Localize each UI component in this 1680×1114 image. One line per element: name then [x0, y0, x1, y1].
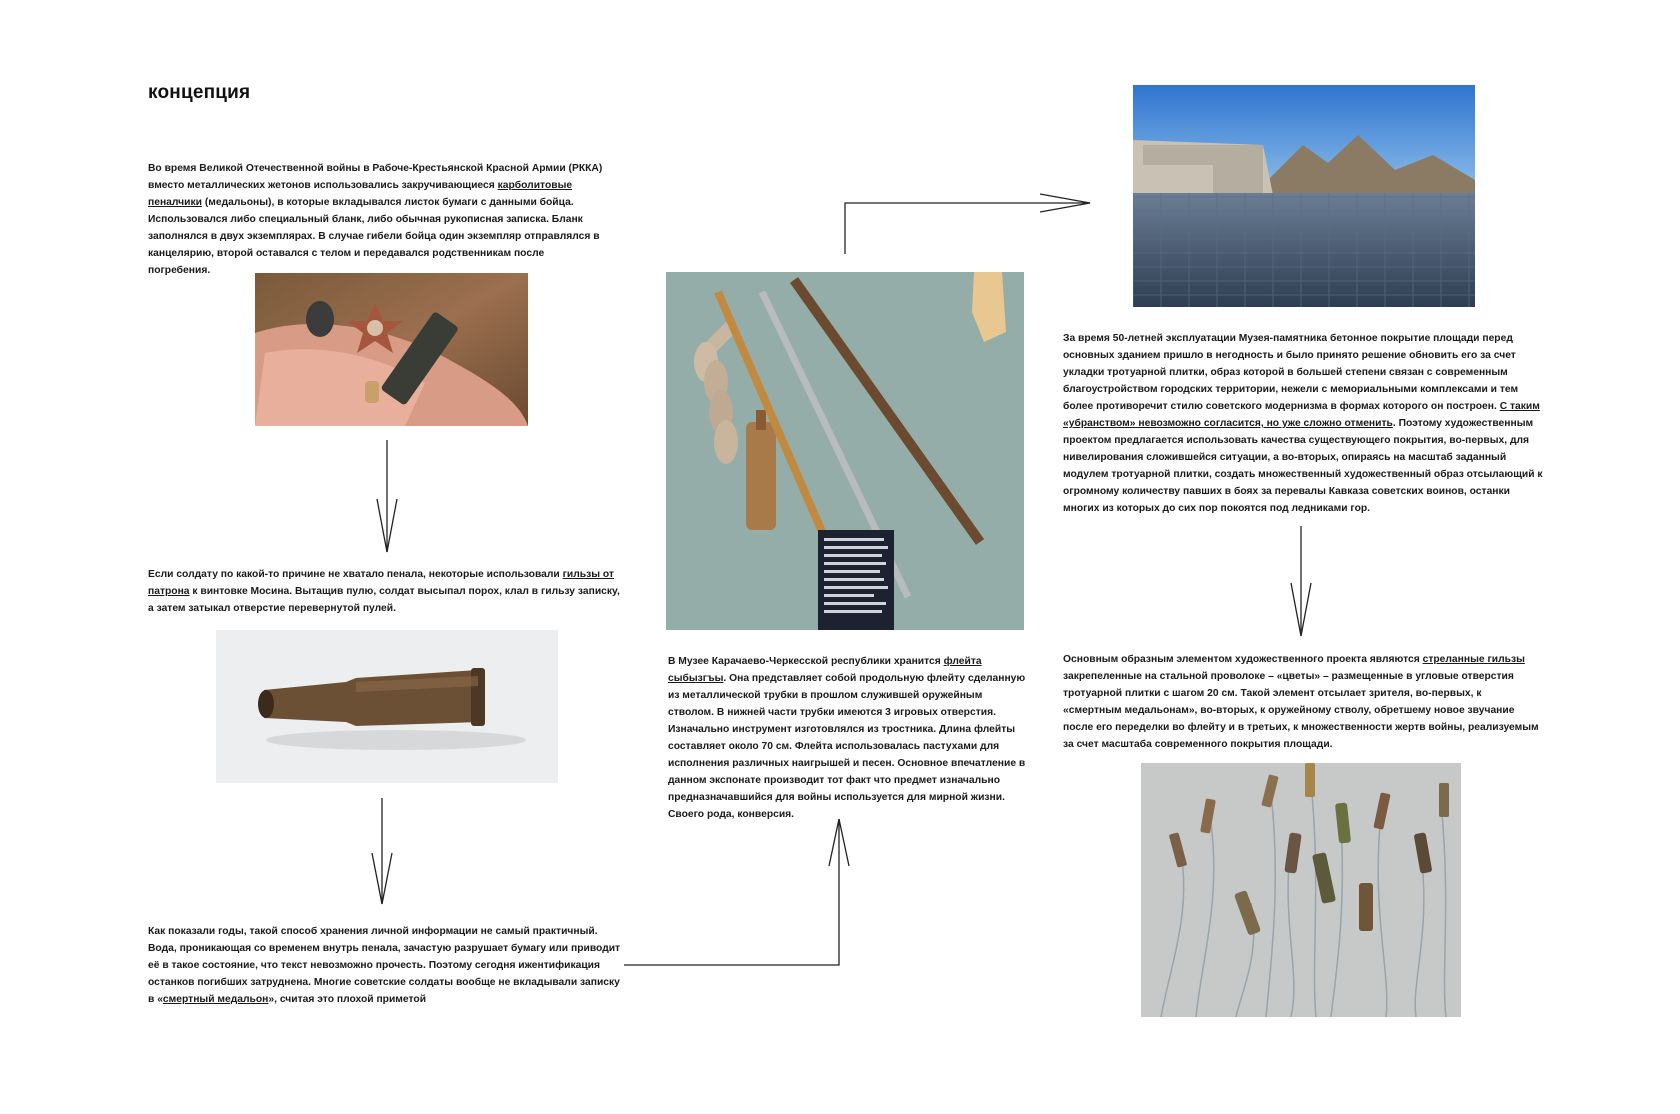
- text: Как показали годы, такой способ хранения личной информации не самый практичный. Вода, проникающая со временем внутрь пенала, зачастую разрушает бумагу или приводит её в такое состояние, что текст невозможно прочесть. Поэтому сегодня ижентификация останков погибших затруднена. Многие советские солдаты вообще не вкладывали записку в «: [148, 926, 621, 1005]
- arrowhead-down-2: [372, 853, 392, 904]
- page-title: концепция: [148, 82, 251, 103]
- text: За время 50-летней эксплуатации Музея-памятника бетонное покрытие площади перед основных зданием пришло в негодность и было принято решение обновить его за счет укладки тротуарной плитки, образ которой в большей степени связан с современным благоустройством городских территории, нежели с мемориальными комплексами и тем более противоречит стилю советского модернизма в формах которого он построен.: [1063, 333, 1519, 412]
- text: », считая это плохой приметой: [268, 994, 427, 1005]
- link-death-medallion[interactable]: смертный медальон: [162, 994, 269, 1005]
- text-block-practicality: [148, 923, 623, 1008]
- text: Во время Великой Отечественной войны в Рабоче-Крестьянской Красной Армии (РККА) вместо металлических жетонов использовались закручивающиеся: [148, 163, 603, 191]
- text: . Она представляет собой продольную флейту сделанную из металлической трубки в прошлом служившей оружейным стволом. В нижней части трубки имеются 3 игровых отверстия. Изначально инструмент изготовлялся из тростника. Длина флейты составляет около 70 см. Флейта использовалась пастухами для исполнения различных наигрышей и песен. Основное впечатление в данном экспонате производит тот факт что предмет изначально предназначавшийся для войны используется для мирной жизни. Своего рода, конверсия.: [668, 673, 1026, 820]
- arrow-up-connector: [624, 819, 839, 965]
- text: . Поэтому художественным проектом предлагается использовать качества существующего покрытия, во-первых, для нивелирования сложившейся ситуации, а во-вторых, опираясь на масштаб заданный модулем тротуарной плитки, создать множественный художественный образ отсылающий к огромному количеству павших в боях за перевалы Кавказа советских воинов, останки многих из которых до сих пор покоятся под ледниками гор.: [1063, 418, 1543, 514]
- text: Если солдату по какой-то причине не хватало пенала, некоторые использовали: [148, 569, 563, 580]
- link-spent-cartridges[interactable]: стреланные гильзы: [1422, 654, 1525, 665]
- arrowhead-down-3: [1291, 583, 1311, 636]
- link-flute-sybyzgy[interactable]: флейта сыбызгъы: [668, 656, 982, 684]
- text: закрепеленные на стальной проволоке – «цветы» – размещенные в угловые отверстия тротуарной плитки с шагом 20 см. Такой элемент отсылает зрителя, во-первых, к «смертным медальонам», во-вторых, к оружейному стволу, обретшему новое звучание после его переделки во флейту и в третьих, к множественности жертв войны, реализуемым за счет масштаба современного покрытия площади.: [1063, 671, 1539, 750]
- photo-medallion-in-hand: [255, 273, 528, 426]
- link-cartridge-cases[interactable]: гильзы от патрона: [148, 569, 614, 597]
- text-block-medallion: [148, 160, 606, 279]
- arrowhead-up: [829, 819, 849, 866]
- photo-museum-flutes: [666, 272, 1024, 630]
- photo-cartridge-case: [216, 630, 558, 783]
- text: к винтовке Мосина. Вытащив пулю, солдат высыпал порох, клал в гильзу записку, а затем затыкал отверстие перевернутой пулей.: [148, 586, 620, 614]
- link-decoration-quote[interactable]: С таким «убранством» невозможно согласится, но уже сложно отменить: [1063, 401, 1540, 429]
- text-block-paving: [1063, 330, 1545, 517]
- arrowhead-right: [1040, 194, 1090, 212]
- text-block-cartridge: [148, 566, 624, 617]
- text-block-art-element: [1063, 651, 1543, 753]
- text: Основным образным элементом художественного проекта являются: [1063, 654, 1423, 665]
- text: В Музее Карачаево-Черкесской республики хранится: [668, 656, 944, 667]
- text: (медальоны), в которые вкладывался листок бумаги с данными бойца. Использовался либо специальный бланк, либо обычная рукописная записка. Бланк заполнялся в двух экземплярах. В случае гибели бойца один экземпляр отправлялся в канцелярию, второй оставался с телом и передавался родственникам после погребения.: [148, 197, 600, 276]
- photo-memorial-square: [1133, 85, 1475, 307]
- arrowhead-down-1: [377, 499, 397, 552]
- text-block-flute: [668, 653, 1030, 823]
- link-carbolite-cases[interactable]: карболитовые пеналчики: [148, 180, 573, 208]
- arrow-right-connector: [845, 203, 1090, 254]
- photo-cartridge-flowers: [1141, 763, 1461, 1017]
